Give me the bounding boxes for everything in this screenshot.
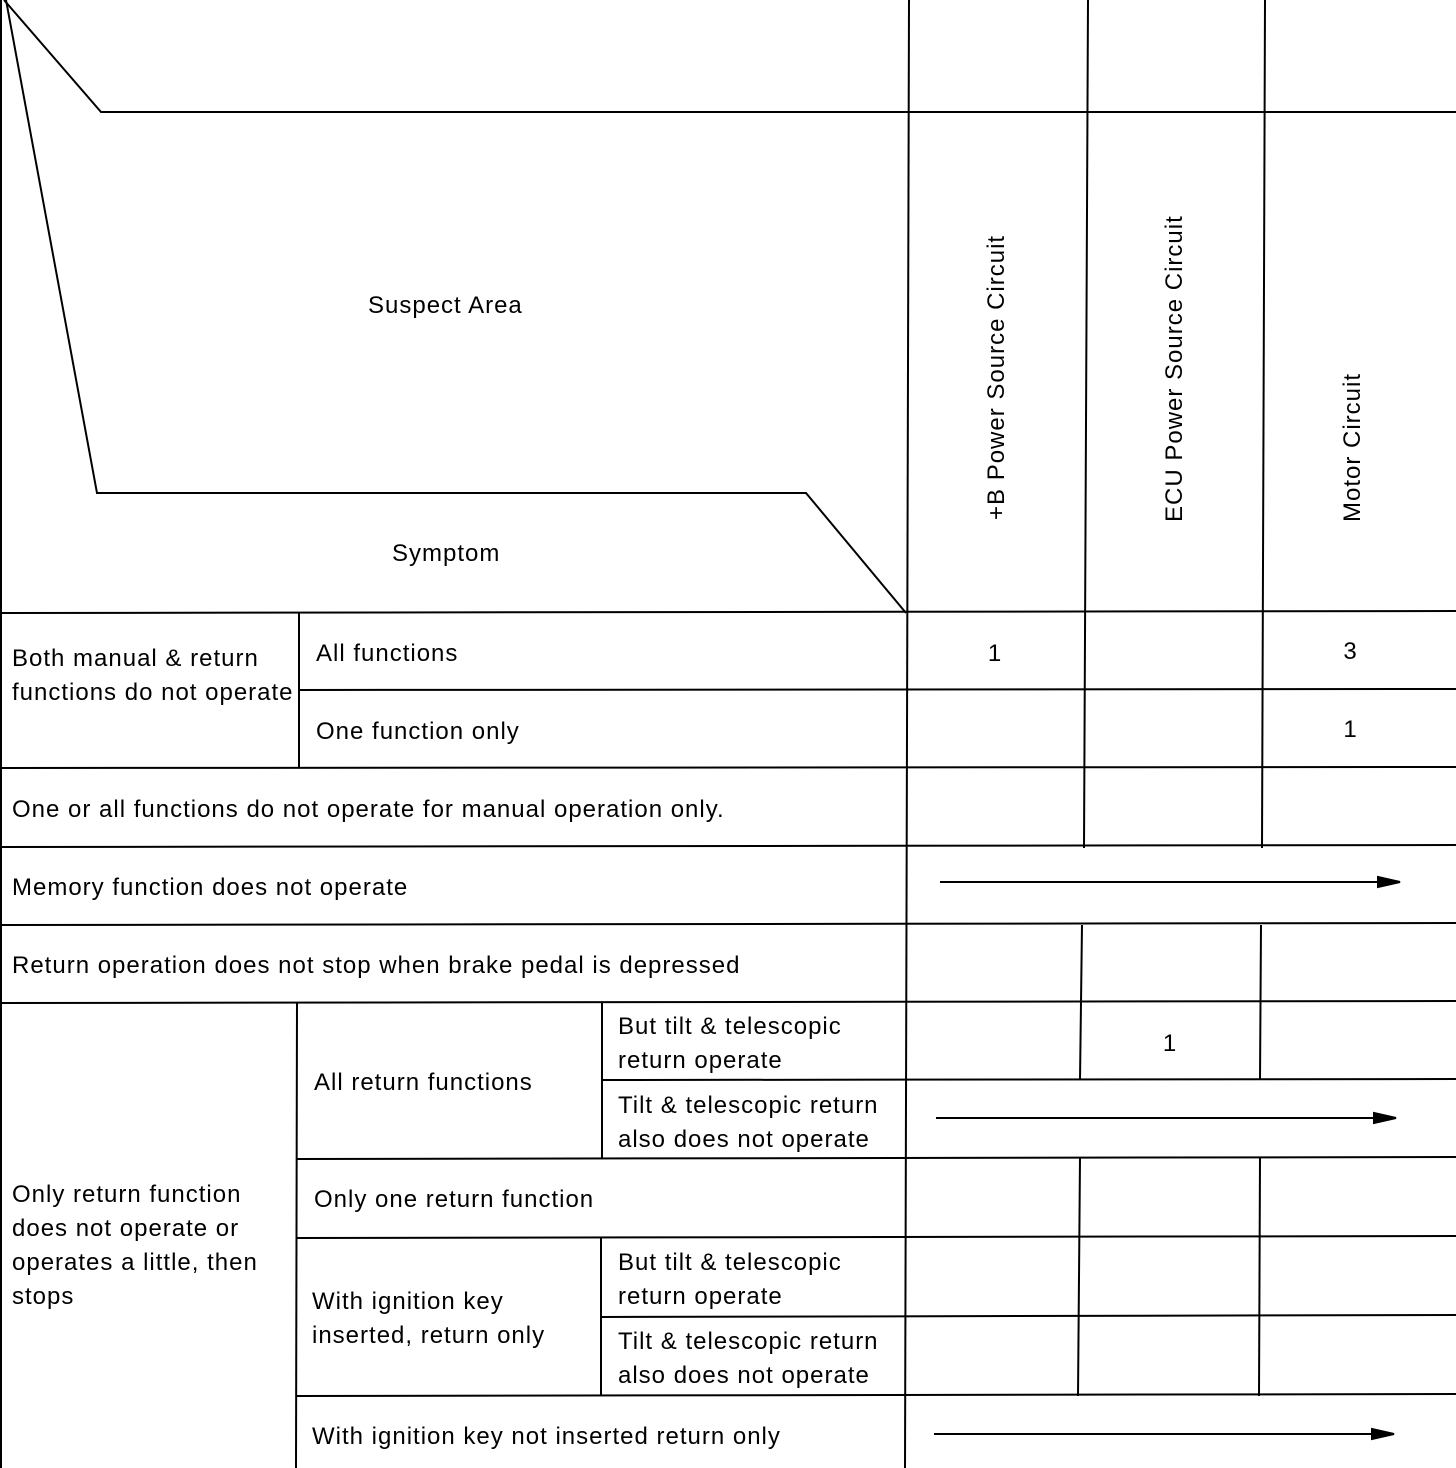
symptom-but-tilt-1: But tilt & telescopic return operate — [618, 1013, 842, 1074]
symptom-both-manual-return: Both manual & return functions do not operate — [12, 645, 294, 706]
symptom-all-return-functions: All return functions — [314, 1069, 533, 1096]
memory-arrow-head — [1378, 877, 1400, 887]
suspect-area-label: Suspect Area — [368, 292, 523, 319]
symptom-ignition-inserted: With ignition key inserted, return only — [312, 1288, 546, 1349]
symptom-label: Symptom — [392, 540, 501, 567]
cell-all-functions-motor: 3 — [1343, 638, 1358, 665]
cell-all-functions-b-power: 1 — [987, 640, 1003, 667]
symptom-ignition-not-inserted: With ignition key not inserted return only — [312, 1423, 781, 1450]
col-header-b-power: +B Power Source Circuit — [983, 234, 1010, 520]
ignition-arrow-head — [1372, 1429, 1394, 1439]
cell-but-tilt-ecu-power: 1 — [1162, 1030, 1178, 1057]
symptom-brake-pedal: Return operation does not stop when brake pedal is depressed — [12, 952, 741, 979]
symptom-only-return: Only return function does not operate or operates a little, then stops — [12, 1181, 258, 1310]
symptom-tilt-also-2: Tilt & telescopic return also does not operate — [618, 1328, 879, 1389]
symptom-manual-only: One or all functions do not operate for manual operation only. — [12, 796, 725, 823]
cell-one-function-motor: 1 — [1343, 716, 1358, 743]
symptom-only-one-return: Only one return function — [314, 1186, 595, 1213]
symptom-tilt-also-1: Tilt & telescopic return also does not operate — [618, 1092, 879, 1153]
col-header-motor: Motor Circuit — [1339, 372, 1366, 522]
symptom-memory: Memory function does not operate — [12, 874, 409, 901]
symptom-all-functions: All functions — [316, 640, 459, 667]
col-header-ecu-power: ECU Power Source Circuit — [1161, 215, 1188, 522]
suspect-area-divider — [4, 0, 1456, 112]
symptom-one-function-only: One function only — [316, 718, 520, 745]
tilt-arrow-head — [1374, 1113, 1396, 1123]
symptom-but-tilt-2: But tilt & telescopic return operate — [618, 1249, 842, 1310]
